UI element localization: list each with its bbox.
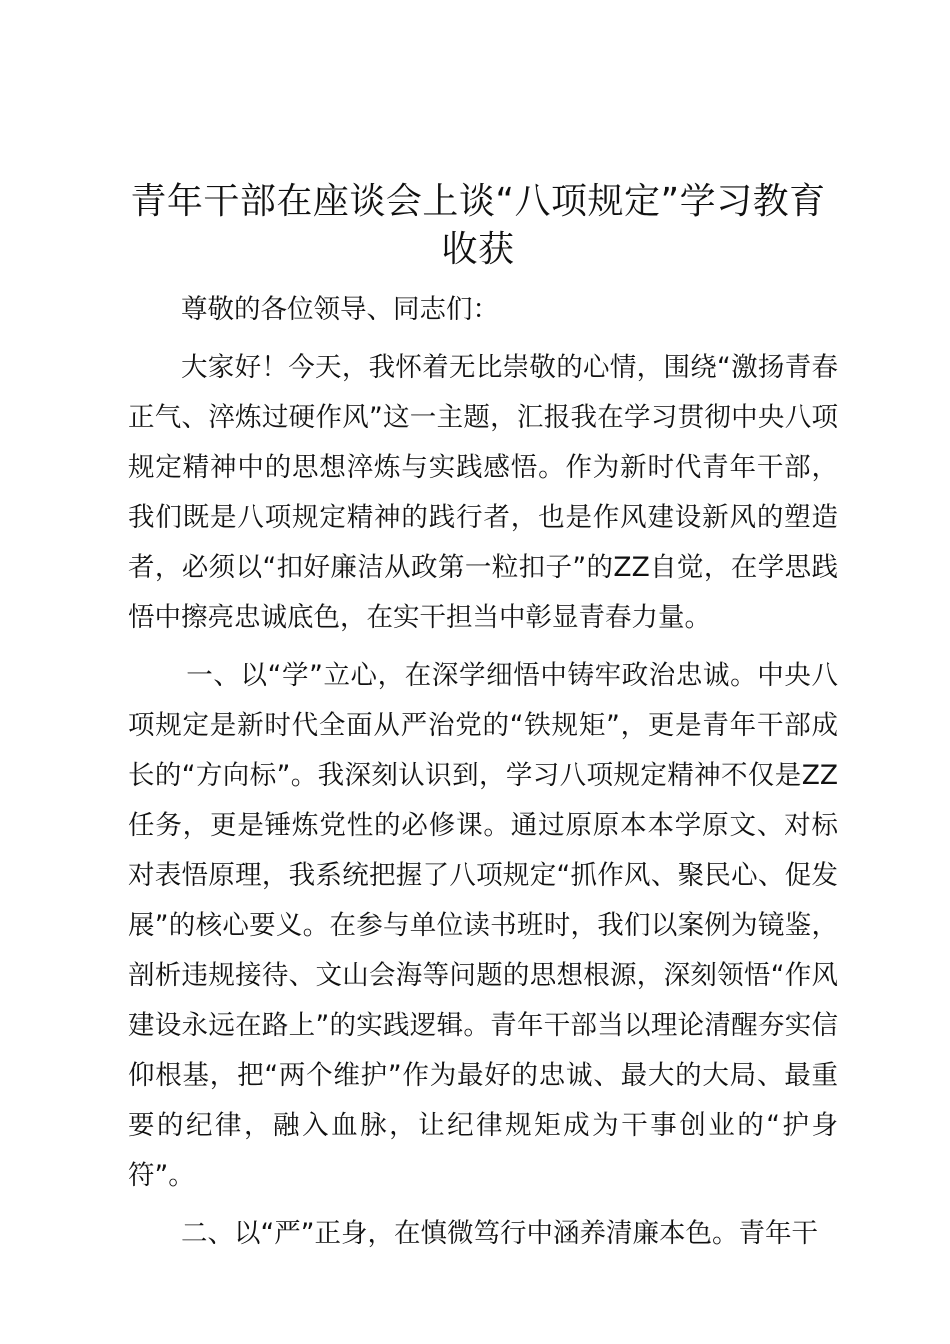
- section-two-paragraph: 二、以“严”正身，在慎微笃行中涵养清廉本色。青年干: [181, 1218, 818, 1249]
- document-title: 青年干部在座谈会上谈“八项规定”学习教育收获: [130, 181, 826, 270]
- greeting-paragraph: 尊敬的各位领导、同志们：: [181, 294, 499, 325]
- intro-paragraph: 大家好！今天，我怀着无比崇敬的心情，围绕“激扬青春正气、淬炼过硬作风”这一主题，汇报我在学习贯彻中央八项规定精神中的思想淬炼与实践感悟。作为新时代青年干部，我们既是八项规定精神的践行者，也是作风建设新风的塑造者，必须以“扣好廉洁从政第一粒扣子”的ZZ自觉，在学思践悟中擦亮忠诚底色，在实干担当中彰显青春力量。: [128, 352, 838, 633]
- document-body: [128, 285, 838, 1259]
- section-one-paragraph: 一、以“学”立心，在深学细悟中铸牢政治忠诚。中央八项规定是新时代全面从严治党的“铁规矩”，更是青年干部成长的“方向标”。我深刻认识到，学习八项规定精神不仅是ZZ任务，更是锤炼党性的必修课。通过原原本本学原文、对标对表悟原理，我系统把握了八项规定“抓作风、聚民心、促发展”的核心要义。在参与单位读书班时，我们以案例为镜鉴，剖析违规接待、文山会海等问题的思想根源，深刻领悟“作风建设永远在路上”的实践逻辑。青年干部当以理论清醒夯实信仰根基，把“两个维护”作为最好的忠诚、最大的大局、最重要的纪律，融入血脉，让纪律规矩成为干事创业的“护身符”。: [128, 660, 838, 1191]
